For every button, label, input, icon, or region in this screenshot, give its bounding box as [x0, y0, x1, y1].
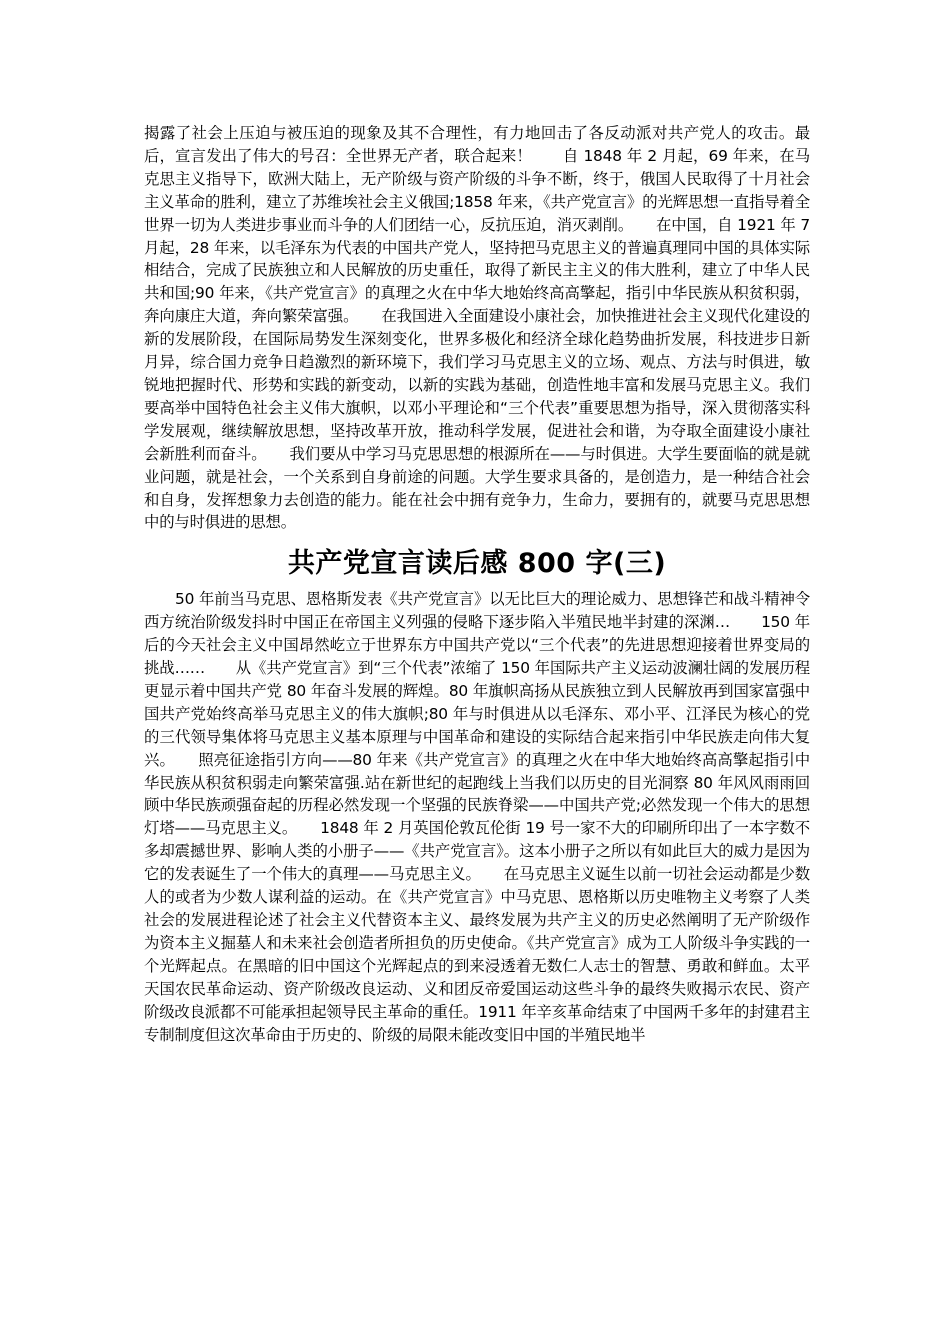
body-paragraph-1: 揭露了社会上压迫与被压迫的现象及其不合理性，有力地回击了各反动派对共产党人的攻击。最后，宣言发出了伟大的号召：全世界无产者，联合起来！ 自 1848 年 2 月起，69 年来，在马克思主义指导下，欧洲大陆上，无产阶级与资产阶级的斗争不断，终于，俄国人民取得了十月社会主义革命的胜利，建立了苏维埃社会主义俄国;1858 年来，《共产党宣言》的光辉思想一直指导着全世界一切为人类进步事业而斗争的人们团结一心，反抗压迫，消灭剥削。 在中国，自 1921 年 7 月起，28 年来，以毛泽东为代表的中国共产党人，坚持把马克思主义的普遍真理同中国的具体实际相结合，完成了民族独立和人民解放的历史重任，取得了新民主主义的伟大胜利，建立了中华人民共和国;90 年来，《共产党宣言》的真理之火在中华大地始终高高擎起，指引中华民族从积贫积弱，奔向康庄大道，奔向繁荣富强。 在我国进入全面建设小康社会，加快推进社会主义现代化建设的新的发展阶段，在国际局势发生深刻变化，世界多极化和经济全球化趋势曲折发展，科技进步日新月异，综合国力竞争日趋激烈的新环境下，我们学习马克思主义的立场、观点、方法与时俱进，敏锐地把握时代、形势和实践的新变动，以新的实践为基础，创造性地丰富和发展马克思主义。我们要高举中国特色社会主义伟大旗帜，以邓小平理论和“三个代表”重要思想为指导，深入贯彻落实科学发展观，继续解放思想，坚持改革开放，推动科学发展，促进社会和谐，为夺取全面建设小康社会新胜利而奋斗。 我们要从中学习马克思思想的根源所在——与时俱进。大学生要面临的就是就业问题，就是社会，一个关系到自身前途的问题。大学生要求具备的，是创造力，是一种结合社会和自身，发挥想象力去创造的能力。能在社会中拥有竞争力，生命力，要拥有的，就要马克思思想中的与时俱进的思想。: [144, 124, 810, 532]
document-content: [144, 122, 810, 1046]
section-heading: 共产党宣言读后感 800 字(三): [287, 548, 667, 580]
body-paragraph-2: 50 年前当马克思、恩格斯发表《共产党宣言》以无比巨大的理论威力、思想锋芒和战斗精神令西方统治阶级发抖时中国正在帝国主义列强的侵略下逐步陷入半殖民地半封建的深渊… 150 年后的今天社会主义中国昂然屹立于世界东方中国共产党以“三个代表”的先进思想迎接着世界变局的挑战…… 从《共产党宣言》到“三个代表”浓缩了 150 年国际共产主义运动波澜壮阔的发展历程更显示着中国共产党 80 年奋斗发展的辉煌。80 年旗帜高扬从民族独立到人民解放再到国家富强中国共产党始终高举马克思主义的伟大旗帜;80 年与时俱进从以毛泽东、邓小平、江泽民为核心的党的三代领导集体将马克思主义基本原理与中国革命和建设的实际结合起来指引中华民族走向伟大复兴。 照亮征途指引方向——80 年来《共产党宣言》的真理之火在中华大地始终高高擎起指引中华民族从积贫积弱走向繁荣富强.站在新世纪的起跑线上当我们以历史的目光洞察 80 年风风雨雨回顾中华民族顽强奋起的历程必然发现一个坚强的民族脊梁——中国共产党;必然发现一个伟大的思想灯塔——马克思主义。 1848 年 2 月英国伦敦瓦伦街 19 号一家不大的印刷所印出了一本字数不多却震撼世界、影响人类的小册子——《共产党宣言》。这本小册子之所以有如此巨大的威力是因为它的发表诞生了一个伟大的真理——马克思主义。 在马克思主义诞生以前一切社会运动都是少数人的或者为少数人谋利益的运动。在《共产党宣言》中马克思、恩格斯以历史唯物主义考察了人类社会的发展进程论述了社会主义代替资本主义、最终发展为共产主义的历史必然阐明了无产阶级作为资本主义掘墓人和未来社会创造者所担负的历史使命。《共产党宣言》成为工人阶级斗争实践的一个光辉起点。在黑暗的旧中国这个光辉起点的到来浸透着无数仁人志士的智慧、勇敢和鲜血。太平天国农民革命运动、资产阶级改良运动、义和团反帝爱国运动这些斗争的最终失败揭示农民、资产阶级改良派都不可能承担起领导民主革命的重任。1911 年辛亥革命结束了中国两千多年的封建君主专制制度但这次革命由于历史的、阶级的局限未能改变旧中国的半殖民地半: [144, 590, 810, 1044]
